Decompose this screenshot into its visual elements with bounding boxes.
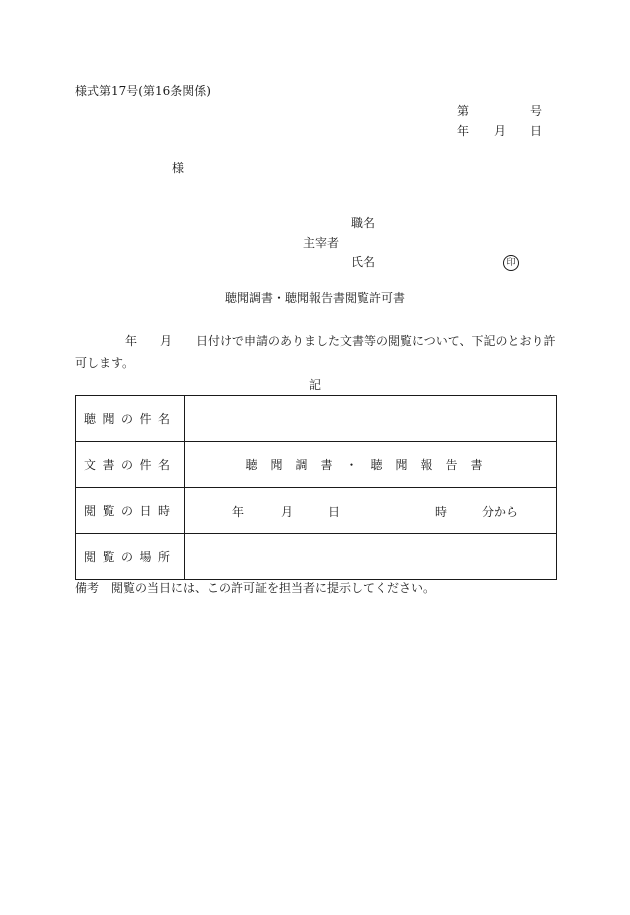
ref-go: 号 xyxy=(530,104,543,118)
remarks-note: 備考 閲覧の当日には、この許可証を担当者に提示してください。 xyxy=(75,581,436,595)
datetime-month: 月 xyxy=(281,505,294,519)
recipient-suffix: 様 xyxy=(172,161,185,175)
ki-mark: 記 xyxy=(309,378,322,392)
datetime-minute-from: 分から xyxy=(482,505,519,519)
datetime-hour: 時 xyxy=(435,505,448,519)
seal-icon: 印 xyxy=(503,255,519,271)
seal-mark xyxy=(503,254,519,271)
row-label: 閲覧の場所 xyxy=(76,534,185,580)
issuer-name-label: 氏名 xyxy=(351,255,376,269)
permit-table xyxy=(75,395,557,580)
body-line2: 可します。 xyxy=(75,356,135,370)
body-line1: 日付けで申請のありました文書等の閲覧について、下記のとおり許 xyxy=(196,334,556,348)
ref-dai: 第 xyxy=(457,104,470,118)
document-subject-value: 聴聞調書・聴聞報告書 xyxy=(185,442,557,488)
form-number: 様式第17号(第16条関係) xyxy=(75,84,211,98)
table-row xyxy=(76,534,557,580)
issuer-title-label: 職名 xyxy=(351,216,376,230)
table-row xyxy=(76,442,557,488)
body-month: 月 xyxy=(160,334,173,348)
datetime-day: 日 xyxy=(328,505,341,519)
table-row xyxy=(76,396,557,442)
hearing-subject-field[interactable] xyxy=(185,396,557,442)
doc-title: 聴聞調書・聴聞報告書閲覧許可書 xyxy=(225,291,406,305)
datetime-year: 年 xyxy=(232,505,245,519)
viewing-datetime-field[interactable] xyxy=(185,488,557,534)
viewing-place-field[interactable] xyxy=(185,534,557,580)
body-year: 年 xyxy=(125,334,138,348)
row-label: 文書の件名 xyxy=(76,442,185,488)
issuer-organizer-label: 主宰者 xyxy=(303,236,340,250)
date-year: 年 xyxy=(457,124,470,138)
table-row xyxy=(76,488,557,534)
date-day: 日 xyxy=(530,124,543,138)
row-label: 聴聞の件名 xyxy=(76,396,185,442)
row-label: 閲覧の日時 xyxy=(76,488,185,534)
date-month: 月 xyxy=(494,124,507,138)
